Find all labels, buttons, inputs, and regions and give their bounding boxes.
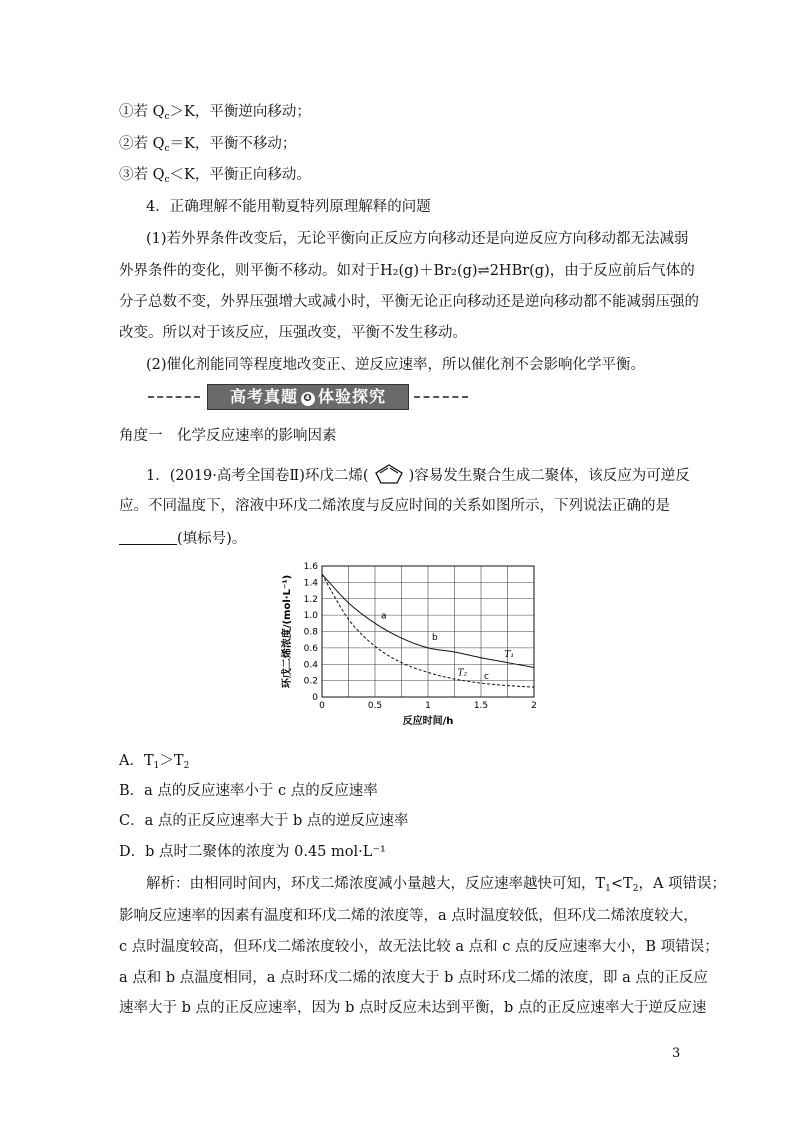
analysis-line1 xyxy=(146,874,726,899)
x-axis-title: 反应时间/h xyxy=(402,716,454,727)
y-tick-label: 1.4 xyxy=(303,578,318,589)
option-a-mid: ＞T xyxy=(159,753,184,769)
section-4-p1-line2: 外界条件的变化，则平衡不移动。如对于H₂(g)＋Br₂(g)⇌2HBr(g)，由于反应前后气体的 xyxy=(119,263,695,279)
analysis-line1-b: <T xyxy=(610,876,633,892)
question-line3 xyxy=(119,529,246,549)
x-tick-label: 1 xyxy=(425,701,431,711)
question-line1 xyxy=(146,463,690,486)
y-tick-label: 0.2 xyxy=(303,676,318,687)
section-4-p1-line1: (1)若外界条件改变后，无论平衡向正反应方向移动还是向逆反应方向移动都无法减弱 xyxy=(146,231,689,247)
y-tick-label: 0.4 xyxy=(303,660,318,671)
banner-box xyxy=(207,384,409,410)
rule-2-prefix: ②若 Q xyxy=(119,136,165,152)
x-tick-label: 1.5 xyxy=(473,701,489,711)
chart-grid xyxy=(322,566,534,697)
x-tick-label: 0 xyxy=(319,701,325,711)
rule-2 xyxy=(119,134,296,159)
x-tick-label: 2 xyxy=(531,701,537,711)
rule-3-suffix: ＜K，平衡正向移动。 xyxy=(169,167,311,183)
analysis-line3: c 点时温度较高，但环戊二烯浓度较小，故无法比较 a 点和 c 点的反应速率大小，B 项错误； xyxy=(119,939,719,955)
analysis-line5: 速率大于 b 点的正反应速率，因为 b 点时反应未达到平衡，b 点的正反应速率大于逆反应速 xyxy=(119,1000,707,1016)
analysis-line1-c: ，A 项错误； xyxy=(638,876,727,892)
banner-right-text: 体验探究 xyxy=(318,387,387,406)
answer-blank[interactable] xyxy=(119,530,177,545)
question-line2: 应。不同温度下，溶液中环戊二烯浓度与反应时间的关系如图所示，下列说法正确的是 xyxy=(119,498,670,514)
angle-title: 角度一 化学反应速率的影响因素 xyxy=(119,428,337,444)
question-line1-b: )容易发生聚合生成二聚体，该反应为可逆反 xyxy=(408,468,690,484)
question-line3-text: (填标号)。 xyxy=(177,531,247,547)
option-a-sub1: 1 xyxy=(153,761,160,771)
y-axis-title: 环戊二烯浓度/(mol·L⁻¹) xyxy=(282,574,293,689)
banner-right-rule xyxy=(414,396,468,398)
series-label-T2: T₂ xyxy=(457,668,468,679)
section-4-heading: 4．正确理解不能用勒夏特列原理解释的问题 xyxy=(146,199,431,215)
concentration-time-chart xyxy=(276,560,556,732)
analysis-line4: a 点和 b 点温度相同，a 点时环戊二烯的浓度大于 b 点时环戊二烯的浓度，即 a 点的正反应 xyxy=(119,970,708,986)
page-number: 3 xyxy=(672,1046,681,1061)
y-tick-label: 1.2 xyxy=(303,594,318,605)
section-4-p2: (2)催化剂能同等程度地改变正、逆反应速率，所以催化剂不会影响化学平衡。 xyxy=(146,357,646,373)
option-a-prefix: A．T xyxy=(119,753,154,769)
option-b: B．a 点的反应速率小于 c 点的反应速率 xyxy=(119,783,378,799)
analysis-line1-sub1: 1 xyxy=(605,884,611,894)
rule-2-sub: c xyxy=(164,144,170,154)
option-c: C．a 点的正反应速率大于 b 点的逆反应速率 xyxy=(119,813,409,829)
y-tick-label: 0 xyxy=(312,693,318,703)
banner-number-badge: ❹ xyxy=(301,392,315,406)
rule-3-sub: c xyxy=(164,175,170,185)
section-4-p1-line3: 分子总数不变，外界压强增大或减小时，平衡无论正向移动还是逆向移动都不能减弱压强的 xyxy=(119,294,699,310)
cyclopentadiene-structure-icon xyxy=(369,463,409,485)
rule-3-prefix: ③若 Q xyxy=(119,167,165,183)
point-label-a: a xyxy=(381,611,387,622)
rule-1-prefix: ①若 Q xyxy=(119,104,165,120)
option-a xyxy=(119,751,189,776)
y-tick-label: 0.6 xyxy=(303,643,318,654)
rule-1 xyxy=(119,102,311,127)
y-tick-label: 1.6 xyxy=(303,562,318,572)
analysis-line2: 影响反应速率的因素有温度和环戊二烯的浓度等，a 点时温度较低，但环戊二烯浓度较大， xyxy=(119,908,698,924)
chart-ticks xyxy=(304,562,537,711)
y-tick-label: 1.0 xyxy=(303,611,318,622)
y-tick-label: 0.8 xyxy=(303,627,318,638)
point-label-c: c xyxy=(484,672,489,683)
banner-left-rule xyxy=(148,396,200,398)
analysis-line1-sub2: 2 xyxy=(632,884,639,894)
rule-1-suffix: ＞K，平衡逆向移动； xyxy=(169,104,311,120)
question-line1-a: 1．(2019·高考全国卷Ⅱ)环戊二烯( xyxy=(146,468,369,484)
section-4-p1-line4: 改变。所以对于该反应，压强改变，平衡不发生移动。 xyxy=(119,325,467,341)
rule-1-sub: c xyxy=(164,112,170,122)
rule-2-suffix: ＝K，平衡不移动； xyxy=(169,136,297,152)
analysis-line1-a: 解析：由相同时间内，环戊二烯浓度减小量越大，反应速率越快可知，T xyxy=(146,876,606,892)
section-banner xyxy=(148,384,468,410)
x-tick-label: 0.5 xyxy=(367,701,383,711)
option-d: D．b 点时二聚体的浓度为 0.45 mol·L⁻¹ xyxy=(119,844,386,860)
series-label-T1: T₁ xyxy=(504,649,514,660)
rule-3 xyxy=(119,165,311,190)
option-a-sub2: 2 xyxy=(183,761,190,771)
banner-left-text: 高考真题 xyxy=(229,387,298,406)
point-label-b: b xyxy=(432,632,438,643)
